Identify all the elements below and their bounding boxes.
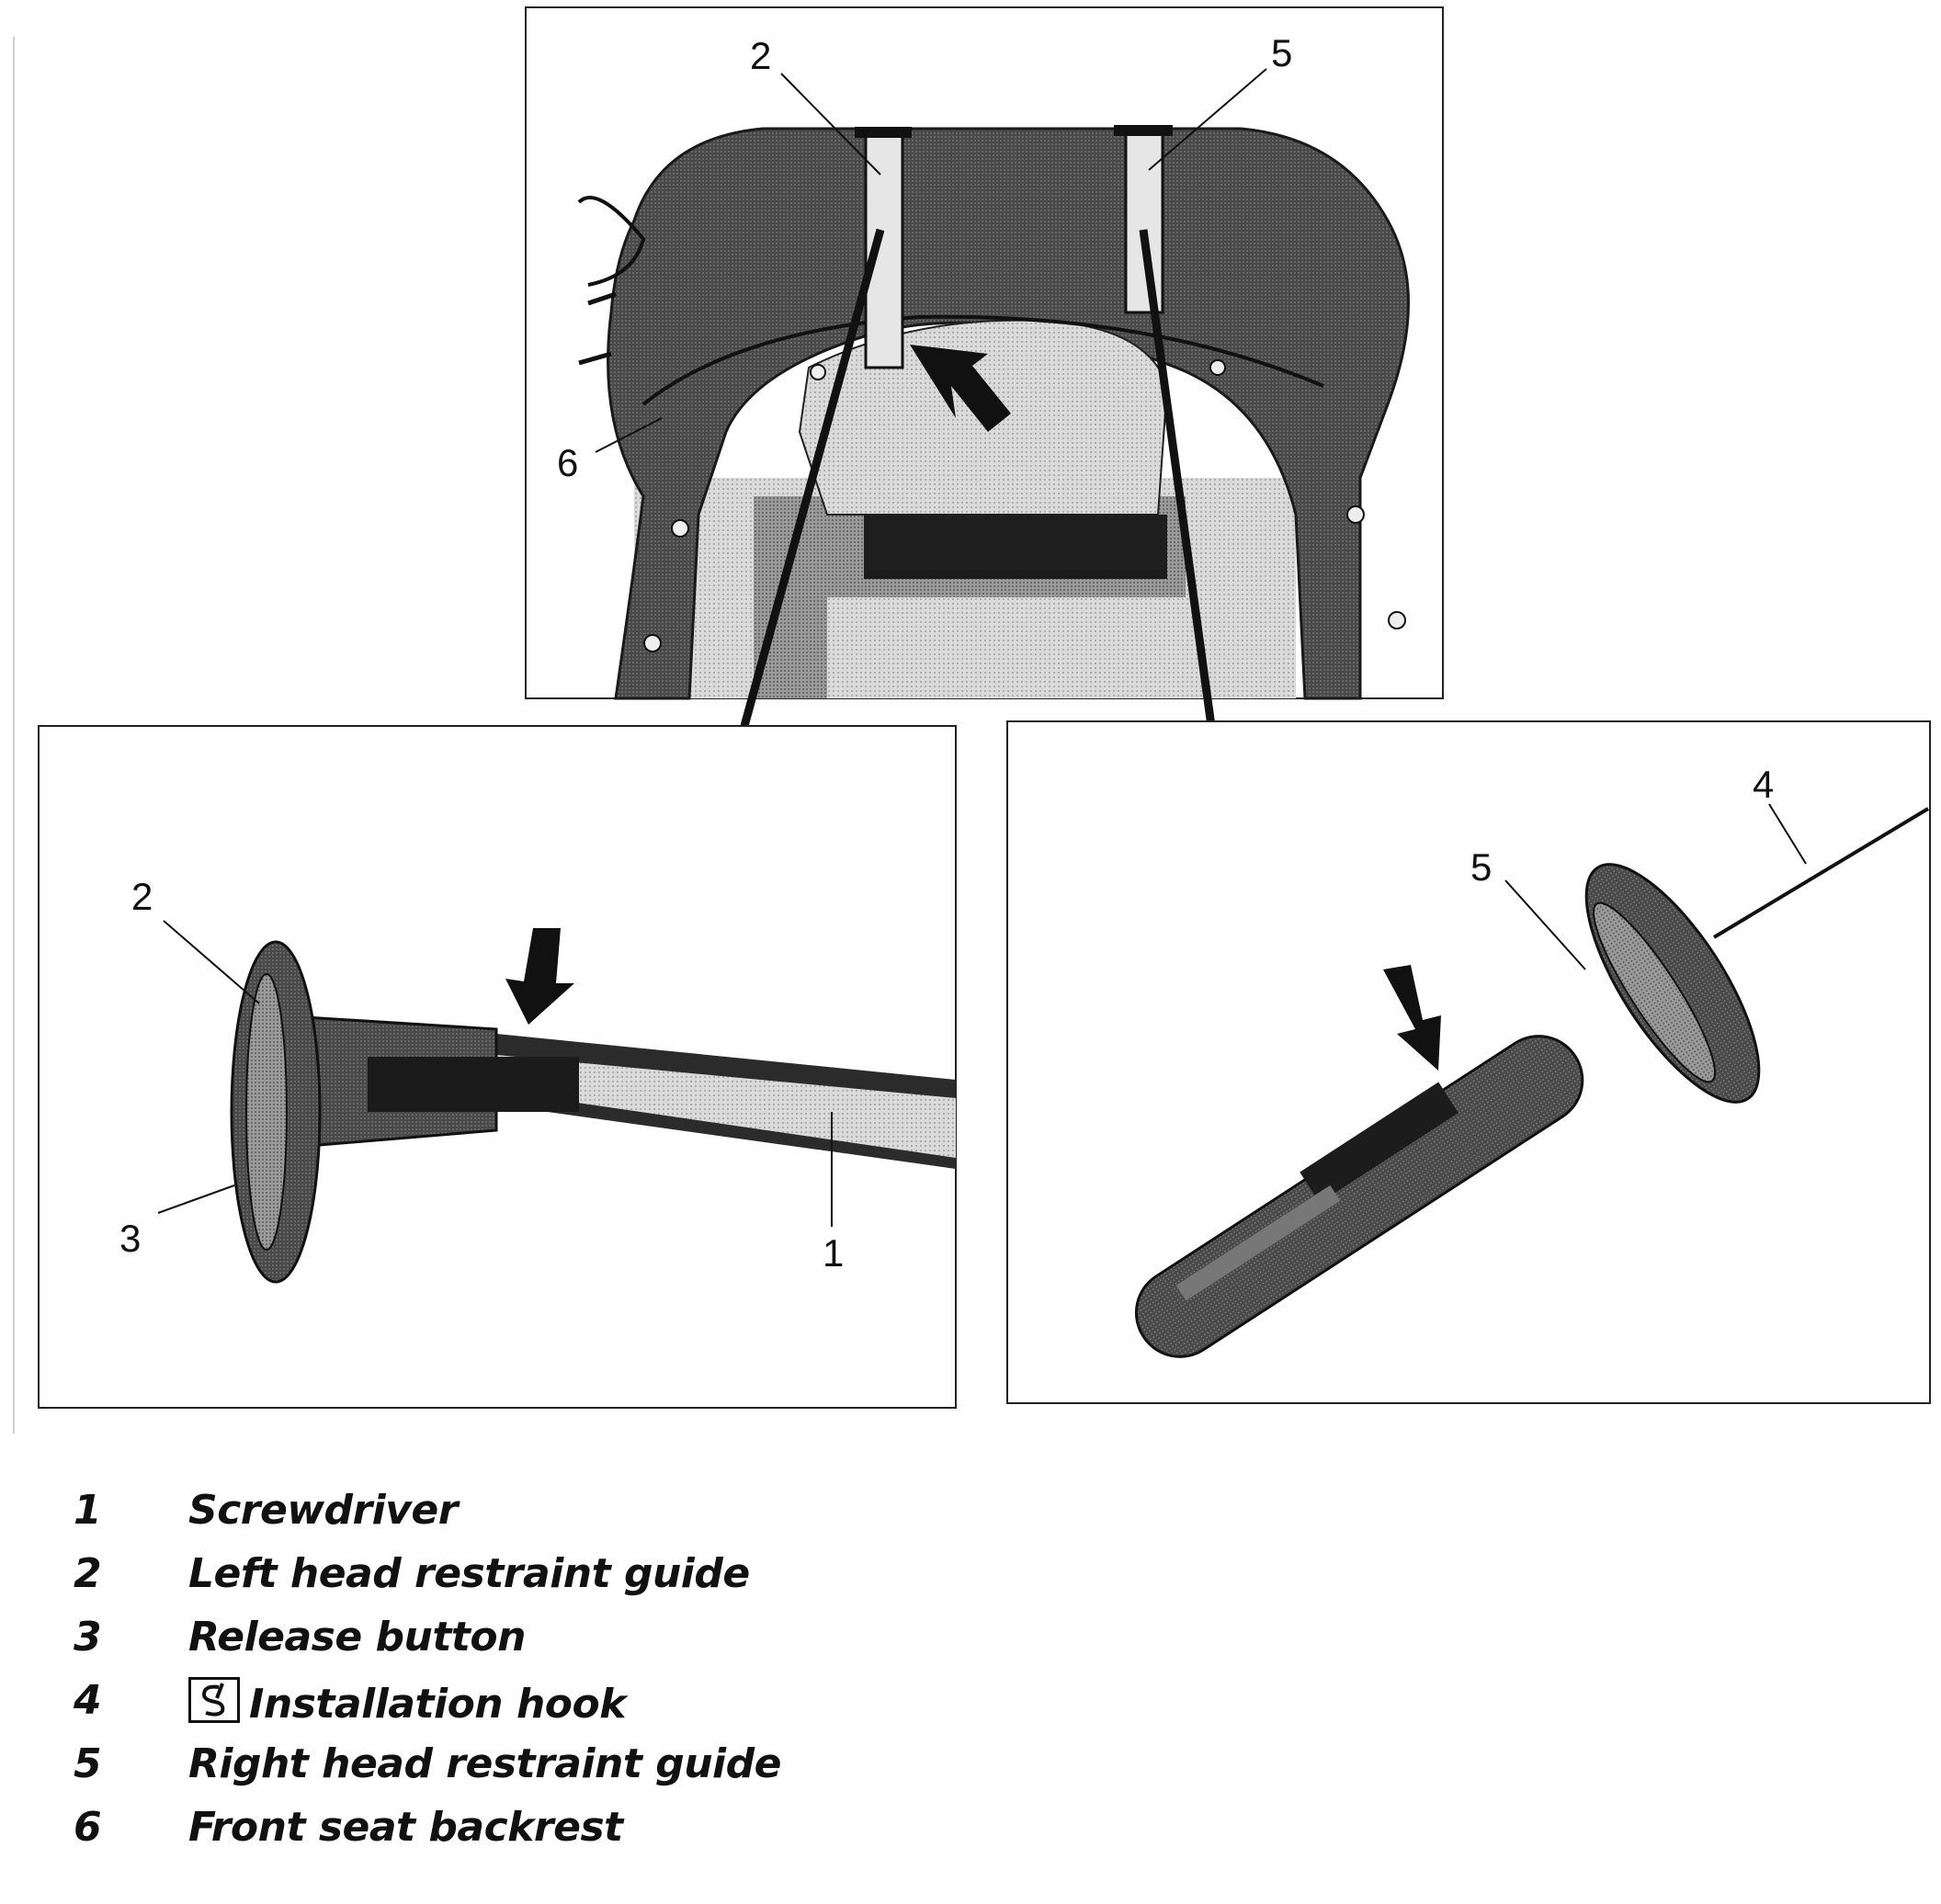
legend-number: 5 [74, 1740, 102, 1787]
legend-item [74, 1677, 1176, 1740]
legend-item [74, 1550, 1176, 1614]
legend-label: Screwdriver [188, 1487, 458, 1534]
legend-label-with-icon [188, 1677, 626, 1728]
callout-right-5: 5 [1470, 845, 1493, 889]
callout-top-6: 6 [557, 441, 579, 484]
legend-number: 4 [74, 1677, 102, 1724]
legend-label: Right head restraint guide [188, 1740, 781, 1787]
legend-item [74, 1740, 1176, 1804]
special-tool-icon [188, 1677, 240, 1723]
legend-number: 1 [74, 1487, 102, 1534]
callout-left-3: 3 [119, 1217, 142, 1260]
legend-number: 6 [74, 1804, 102, 1851]
legend-number: 3 [74, 1614, 102, 1660]
legend-label: Front seat backrest [188, 1804, 623, 1851]
detail-left-panel [39, 726, 956, 1408]
parts-legend [74, 1487, 1176, 1867]
legend-item [74, 1487, 1176, 1550]
callout-top-2: 2 [750, 34, 772, 77]
detail-right-panel [1007, 721, 1930, 1403]
callout-left-1: 1 [823, 1231, 845, 1275]
legend-label: Installation hook [249, 1681, 626, 1728]
legend-item [74, 1614, 1176, 1677]
legend-label: Left head restraint guide [188, 1550, 750, 1597]
callout-left-2: 2 [131, 875, 153, 918]
callout-top-5: 5 [1271, 31, 1293, 74]
legend-number: 2 [74, 1550, 102, 1597]
legend-item [74, 1804, 1176, 1867]
legend-label: Release button [188, 1614, 526, 1660]
callout-right-4: 4 [1753, 763, 1775, 806]
top-panel [526, 7, 1443, 726]
